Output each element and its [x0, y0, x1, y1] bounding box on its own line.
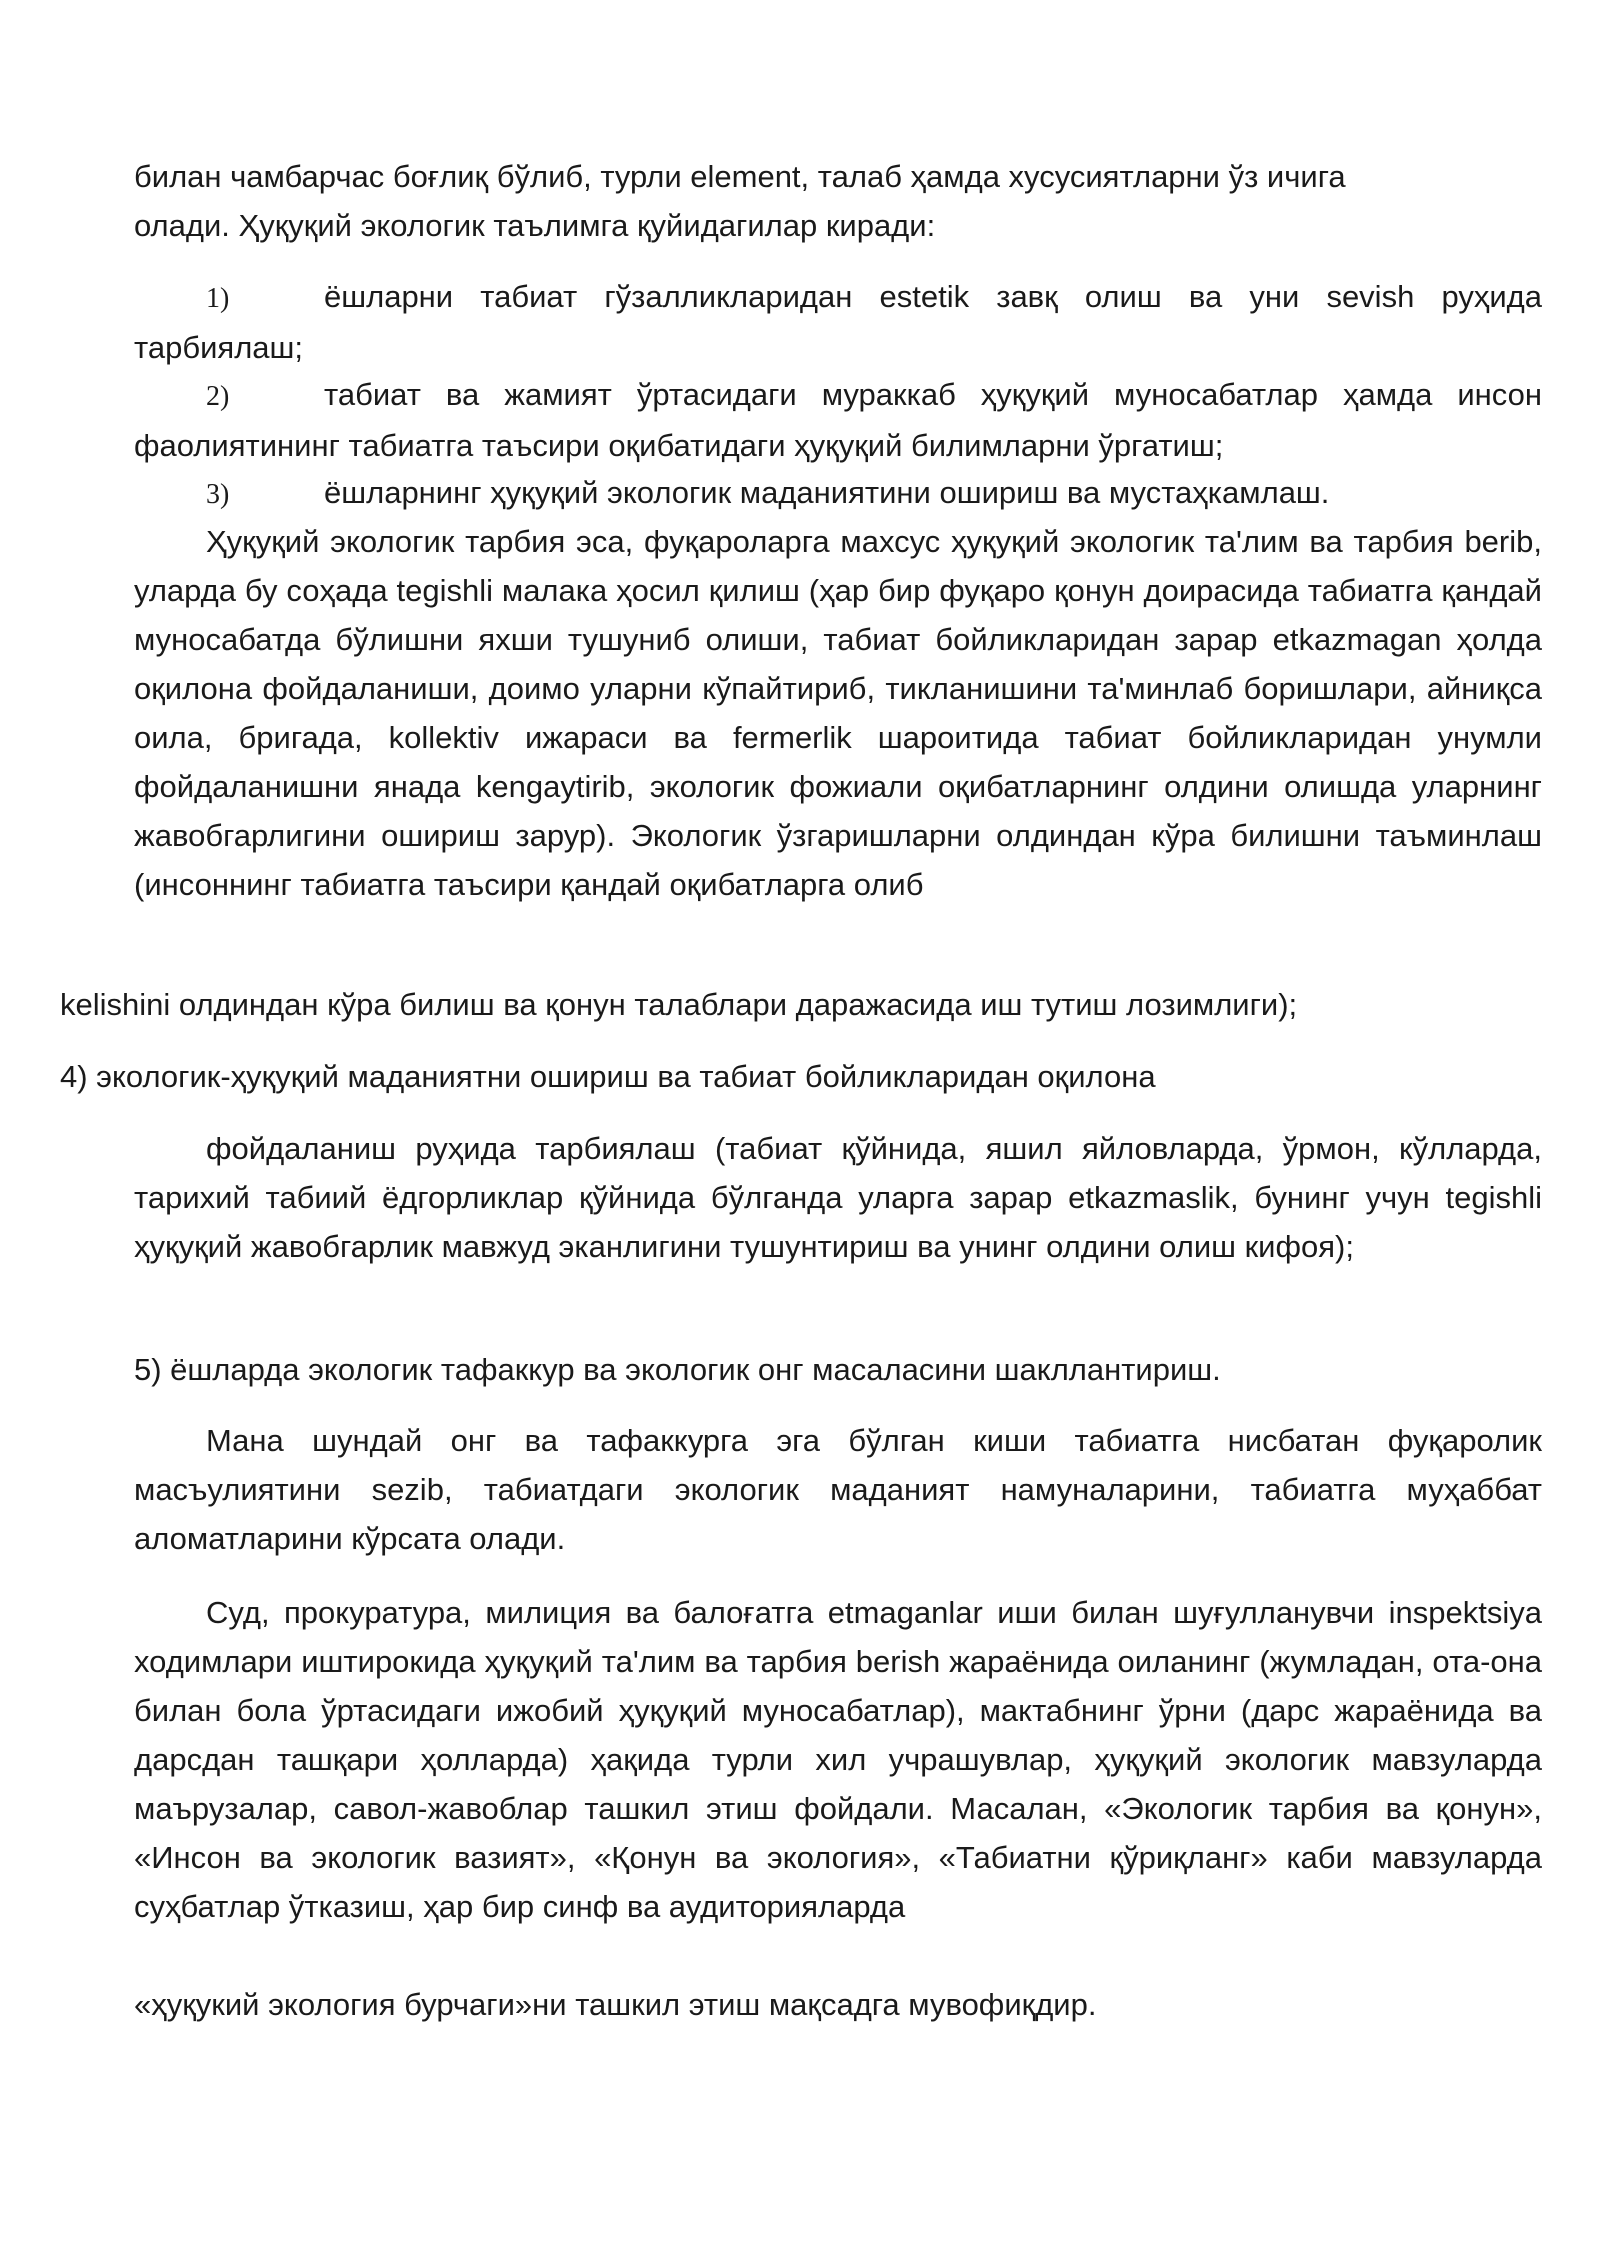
list-item-2-first-line: 2) табиат ва жамият ўртасидаги мураккаб ҳуқуқий муносабатлар ҳамда инсон: [134, 370, 1542, 421]
list-number-3: 3): [206, 479, 230, 510]
list-item-3-first-line: 3) ёшларнинг ҳуқуқий экологик маданиятини ошириш ва мустаҳкамлаш.: [134, 468, 1542, 519]
line-kelishini: kelishini олдиндан кўра билиш ва қонун талаблари даражасида иш тутиш лозимлиги);: [60, 987, 1298, 1022]
list-item-1-first-line: 1) ёшларни табиат гўзалликларидан estetik завқ олиш ва уни sevish руҳида: [134, 272, 1542, 323]
intro-line-2: олади. Ҳуқуқий экологик таълимга қуйидагилар киради:: [134, 208, 936, 243]
list-item-5: 5) ёшларда экологик тафаккур ва экологик онг масаласини шакллантириш.: [134, 1352, 1221, 1387]
list-item-2: [134, 370, 1542, 470]
list-item-1: [134, 272, 1542, 372]
list-item-1-continuation: тарбиялаш;: [134, 330, 304, 365]
list-item-4-continuation: фойдаланиш руҳида тарбиялаш (табиат қўйнида, яшил яйловларда, ўрмон, кўлларда, тарихий табиий ёдгорликлар қўйнида бўлганда уларга зарар etkazmaslik, бунинг учун tegishli ҳуқуқий жавобгарлик мавжуд эканлигини тушунтириш ва унинг олдини олиш кифоя);: [134, 1131, 1542, 1264]
paragraph-consciousness: Мана шундай онг ва тафаккурга эга бўлган киши табиатга нисбатан фуқаролик масъулиятини sezib, табиатдаги экологик маданият намуналарини, табиатга муҳаббат аломатларини кўрсата олади.: [134, 1423, 1542, 1556]
list-number-1: 1): [206, 283, 230, 314]
list-number-2: 2): [206, 381, 230, 412]
intro-line-1: билан чамбарчас боғлиқ бўлиб, турли element, талаб ҳамда хусусиятларни ўз ичига: [134, 159, 1346, 194]
list-item-3: [134, 468, 1542, 519]
list-item-4: 4) экологик-ҳуқуқий маданиятни ошириш ва табиат бойликларидан оқилона: [60, 1059, 1156, 1094]
list-item-2-continuation: фаолиятининг табиатга таъсири оқибатидаги ҳуқуқий билимларни ўргатиш;: [134, 428, 1224, 463]
paragraph-legal-education: Ҳуқуқий экологик тарбия эса, фуқароларга махсус ҳуқуқий экологик та'лим ва тарбия berib, уларда бу соҳада tegishli малака ҳосил қилиш (ҳар бир фуқаро қонун доирасида табиатга қандай муносабатда бўлишни яхши тушуниб олиши, табиат бойликларидан зарар etkazmagan ҳолда оқилона фойдаланиши, доимо уларни кўпайтириб, тикланишини та'минлаб боришлари, айниқса оила, бригада, kollektiv ижараси ва fermerlik шароитида табиат бойликларидан унумли фойдаланишни янада kengaytirib, экологик фожиали оқибатларнинг олдини олишда уларнинг жавобгарлигини ошириш зарур). Экологик ўзгаришларни олдиндан кўра билишни таъминлаш (инсоннинг табиатга таъсири қандай оқибатларга олиб: [134, 524, 1542, 902]
paragraph-court: Суд, прокуратура, милиция ва балоғатга etmaganlar иши билан шуғулланувчи inspektsiya ходимлари иштирокида ҳуқуқий та'лим ва тарбия berish жараёнида оиланинг (жумладан, ота-она билан бола ўртасидаги ижобий ҳуқуқий муносабатлар), мактабнинг ўрни (дарс жараёнида ва дарсдан ташқари ҳолларда) ҳақида турли хил учрашувлар, ҳуқуқий экологик мавзуларда маърузалар, савол-жавоблар ташкил этиш фойдали. Масалан, «Экологик тарбия ва қонун», «Инсон ва экологик вазият», «Қонун ва экология», «Табиатни қўриқланг» каби мавзуларда суҳбатлар ўтказиш, ҳар бир синф ва аудиторияларда: [134, 1595, 1542, 1924]
final-line: «ҳуқукий экология бурчаги»ни ташкил этиш мақсадга мувофиқдир.: [134, 1987, 1097, 2022]
